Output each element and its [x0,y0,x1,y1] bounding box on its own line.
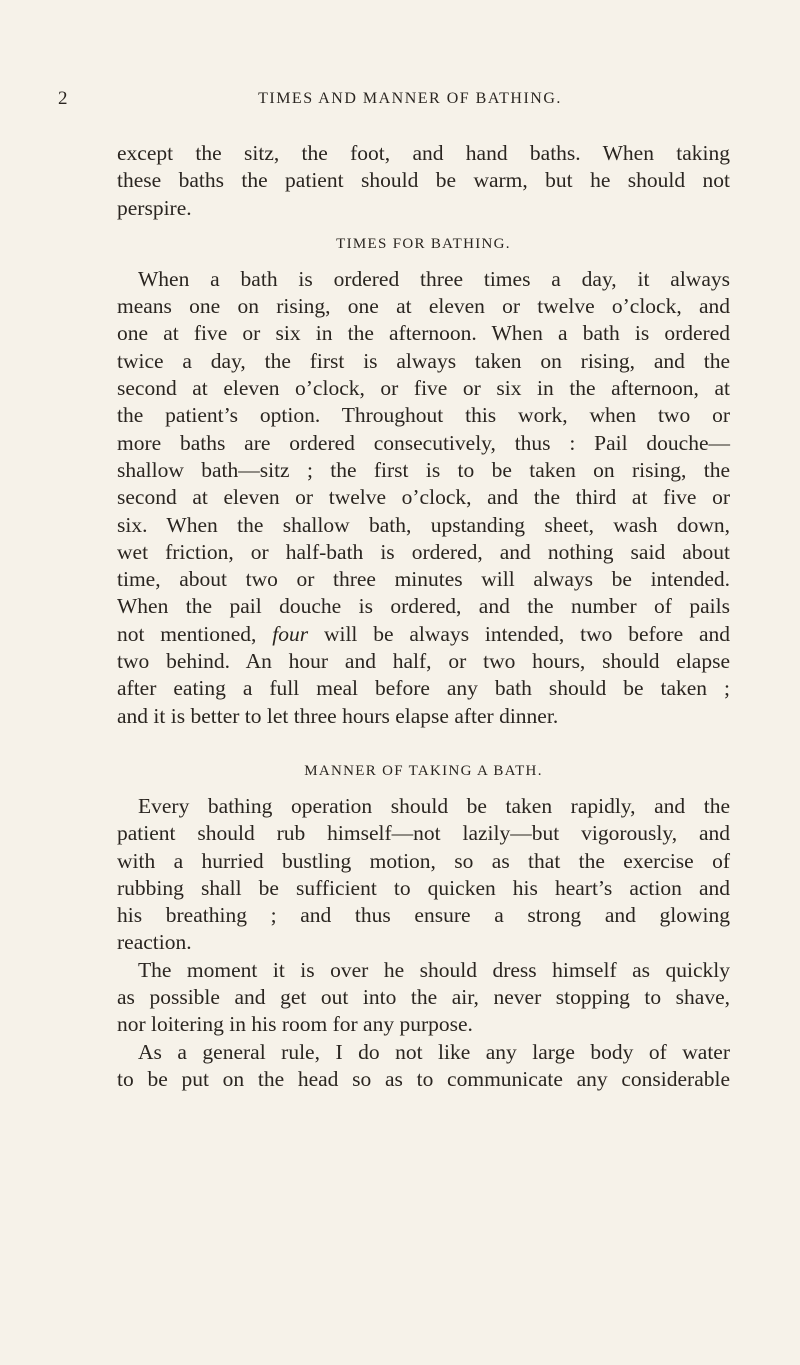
text-line: patient should rub himself—not lazily—but vigorously, and [117,821,730,846]
text-segment: will be always intended, two before and [308,621,731,646]
text-line: shallow bath—sitz ; the first is to be taken on rising, the [117,457,730,482]
text-line: perspire. [117,195,192,220]
text-line: wet friction, or half-bath is ordered, and nothing said about [117,539,730,564]
text-line: Every bathing operation should be taken rapidly, and the [138,793,730,818]
page-body [117,140,730,1093]
text-line: six. When the shallow bath, upstanding sheet, wash down, [117,512,730,537]
running-title: TIMES AND MANNER OF BATHING. [258,90,562,107]
text-line: means one on rising, one at eleven or twelve o’clock, and [117,294,730,319]
text-line: nor loitering in his room for any purpose. [117,1012,473,1037]
text-line: The moment it is over he should dress himself as quickly [138,957,730,982]
text-line: As a general rule, I do not like any large body of water [138,1039,730,1064]
text-line: When the pail douche is ordered, and the number of pails [117,594,730,619]
section-heading: MANNER OF TAKING A BATH. [304,762,543,779]
text-line: second at eleven or twelve o’clock, and the third at five or [117,485,730,510]
section-heading: TIMES FOR BATHING. [336,235,511,252]
text-line: with a hurried bustling motion, so as that the exercise of [117,848,730,873]
text-line: time, about two or three minutes will always be intended. [117,567,730,592]
text-line: and it is better to let three hours elapse after dinner. [117,703,559,728]
text-line: after eating a full meal before any bath should be taken ; [117,676,730,701]
italic-word: four [272,621,309,646]
text-line: these baths the patient should be warm, but he should not [117,168,730,193]
page-number: 2 [58,88,68,109]
text-line: second at eleven o’clock, or five or six in the afternoon, at [117,376,730,401]
text-segment: not mentioned, [117,621,273,646]
text-line: rubbing shall be sufficient to quicken his heart’s action and [117,875,730,900]
text-line: as possible and get out into the air, never stopping to shave, [117,985,730,1010]
text-line: twice a day, the first is always taken on rising, and the [117,348,730,373]
text-line: two behind. An hour and half, or two hours, should elapse [117,649,730,674]
text-line [117,621,730,648]
text-line: When a bath is ordered three times a day, it always [138,266,730,291]
text-line: to be put on the head so as to communicate any considerable [117,1066,730,1091]
text-line: the patient’s option. Throughout this work, when two or [117,403,730,428]
text-line: more baths are ordered consecutively, thus : Pail douche— [117,430,730,455]
text-line: reaction. [117,930,192,955]
text-line: except the sitz, the foot, and hand baths. When taking [117,141,730,165]
text-line: one at five or six in the afternoon. When a bath is ordered [117,321,730,346]
text-line: his breathing ; and thus ensure a strong and glowing [117,903,730,928]
